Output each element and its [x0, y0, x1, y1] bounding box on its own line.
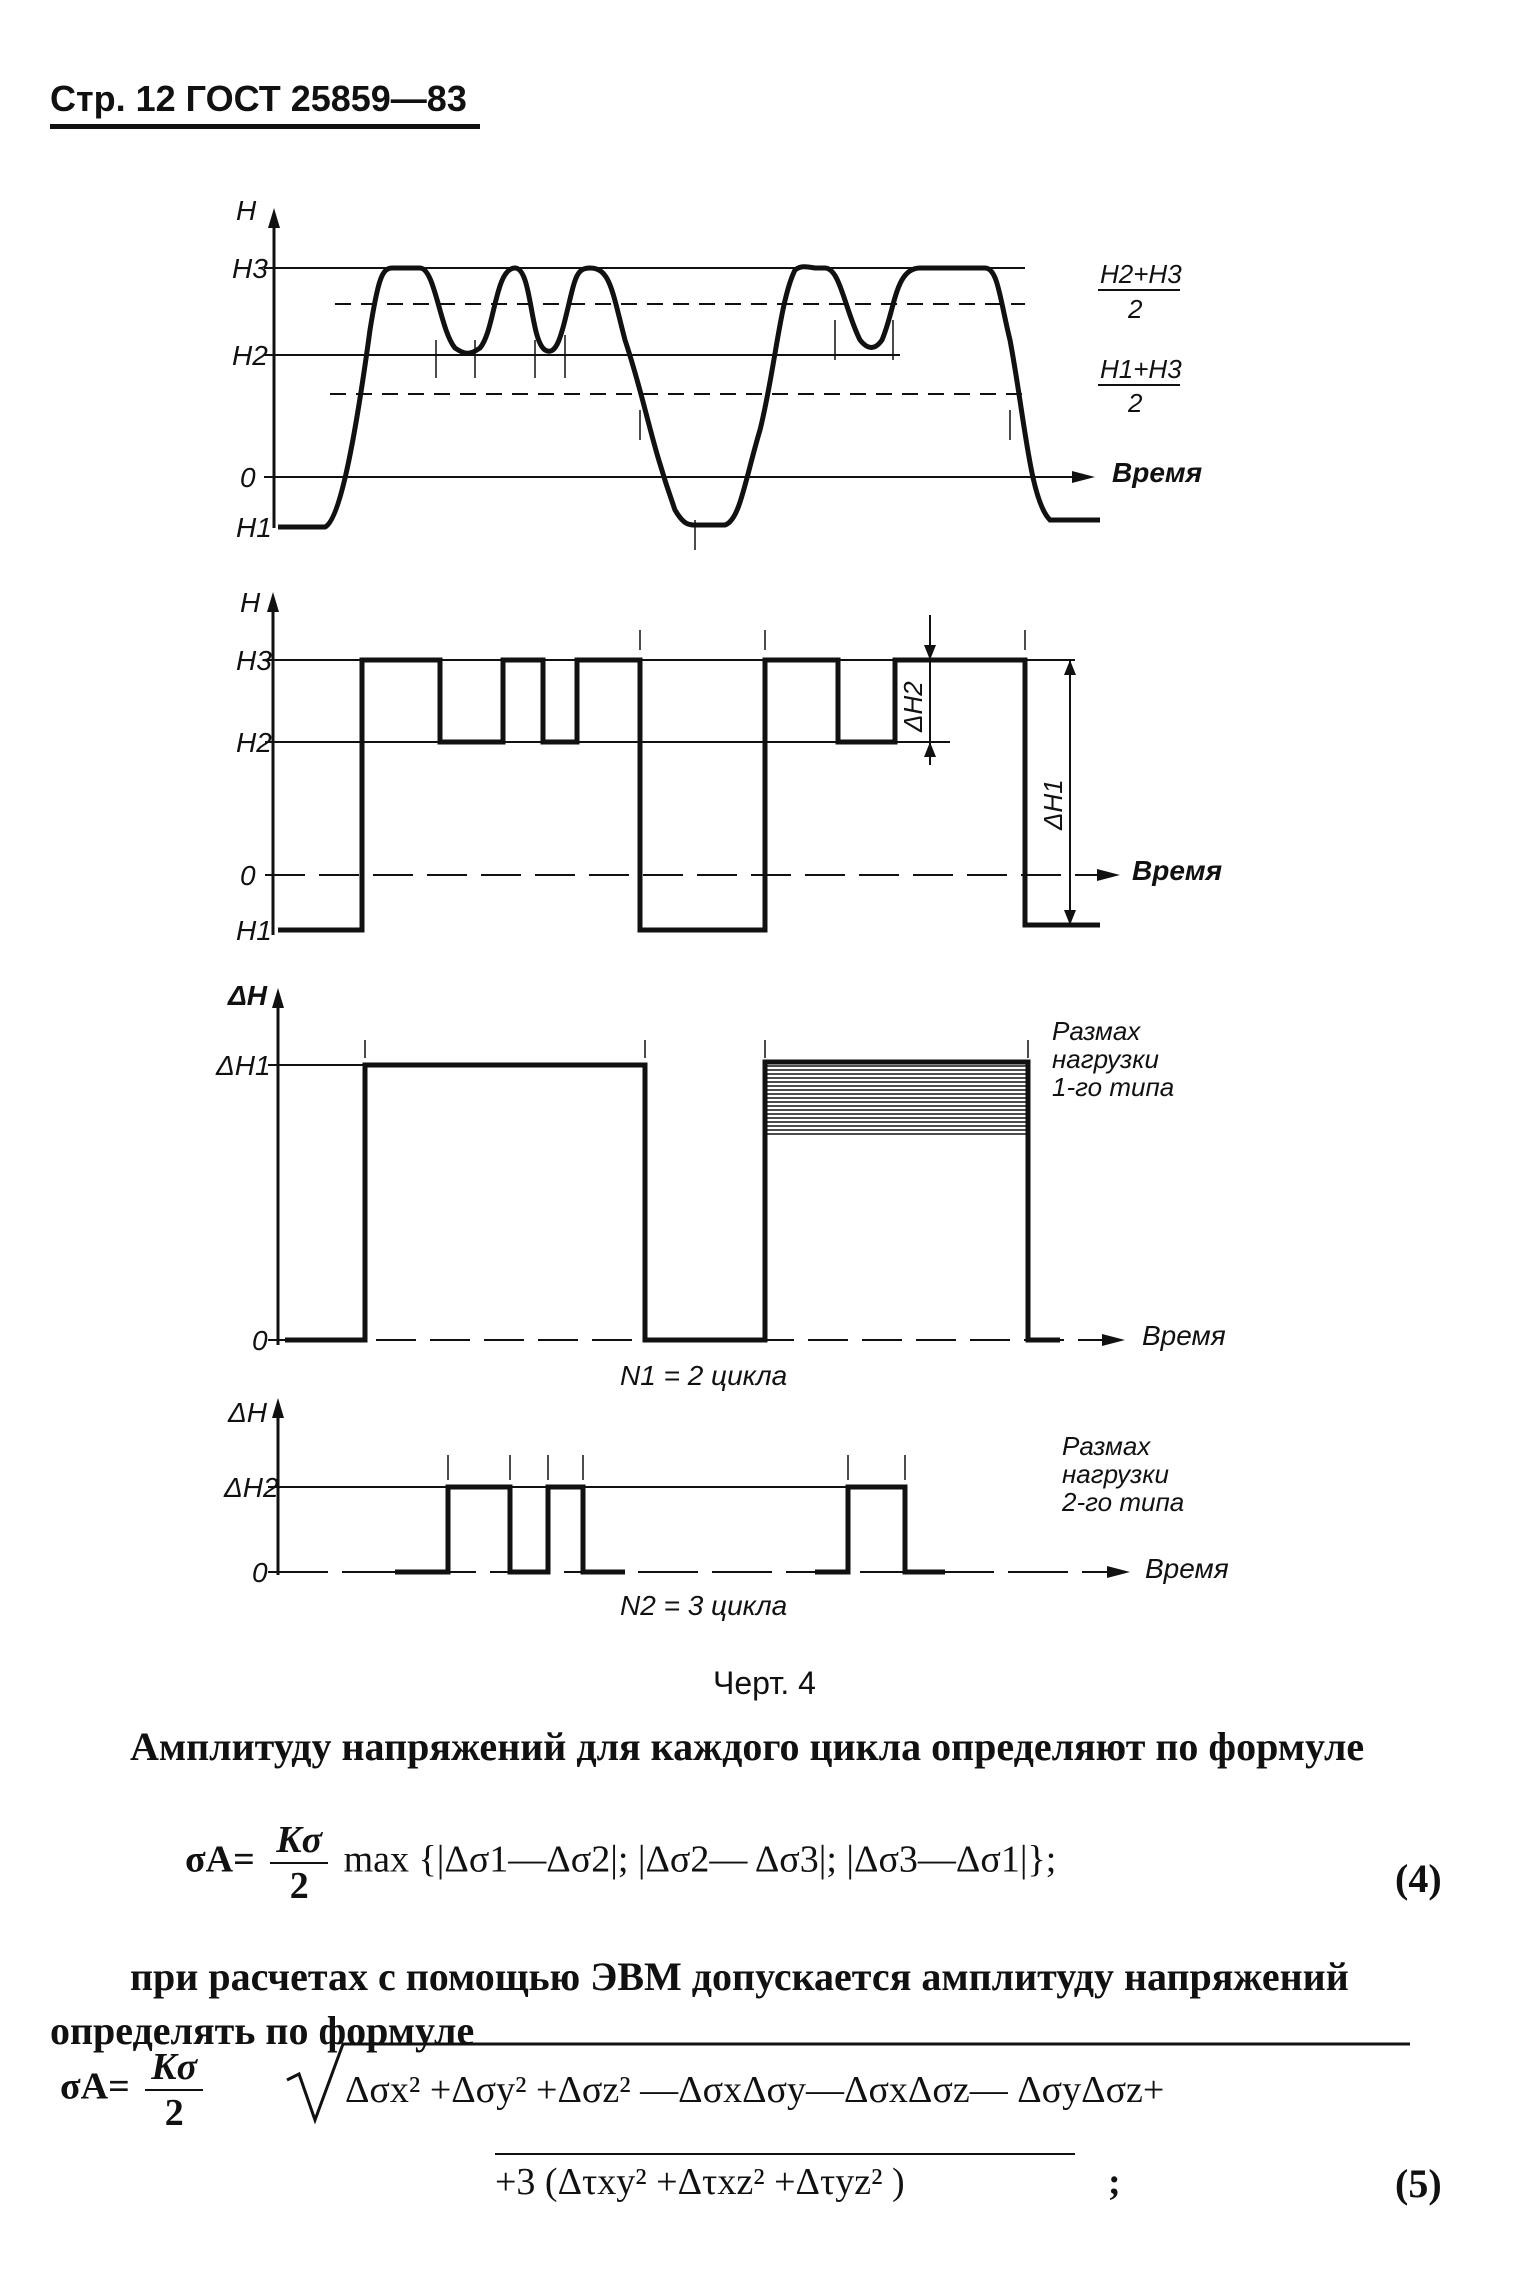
chart-4	[268, 1398, 1130, 1578]
c2-delta-h2-label: ΔH2	[898, 681, 928, 732]
c2-level-h1: H1	[236, 915, 272, 946]
chart-1	[264, 208, 1100, 550]
figure-caption: Черт. 4	[713, 1665, 816, 1701]
c4-level-dh2: ΔH2	[224, 1472, 279, 1503]
c2-level-zero: 0	[240, 860, 256, 891]
formula-4-fraction	[270, 1818, 328, 1908]
c2-level-h3: H3	[236, 645, 272, 676]
paragraph-1-text: Амплитуду напряжений для каждого цикла определяют по формуле	[130, 1724, 1365, 1769]
c1-ratio-top-num: H2+H3	[1100, 259, 1182, 289]
paragraph-1	[50, 1720, 1450, 1774]
paragraph-2-text: при расчетах с помощью ЭВМ допускается амплитуду напряжений определять по формуле	[50, 1954, 1349, 2053]
formula-5-frac-den: 2	[164, 2092, 184, 2134]
formula-5-lhs: σA=	[60, 2065, 130, 2108]
formula-5	[60, 2045, 209, 2135]
page-header: Стр. 12 ГОСТ 25859—83	[50, 78, 467, 119]
c4-note-line2: нагрузки	[1062, 1459, 1170, 1489]
formula-5-number: (5)	[1395, 2161, 1442, 2206]
c1-ratio-bottom-den: 2	[1128, 388, 1143, 418]
c4-time-label: Время	[1145, 1553, 1229, 1584]
c1-level-zero: 0	[240, 462, 256, 493]
c3-note-line2: нагрузки	[1052, 1044, 1160, 1074]
c1-ratio-top-den: 2	[1128, 294, 1143, 324]
c3-count: N1 = 2 цикла	[620, 1360, 788, 1391]
c1-level-h3: H3	[232, 253, 268, 284]
formula-5-line1: Δσx² +Δσy² +Δσz² —ΔσxΔσy—ΔσxΔσz— ΔσyΔσz+	[345, 2069, 1165, 2111]
c2-time-label: Время	[1132, 855, 1223, 886]
c3-y-axis-label: ΔH	[228, 980, 268, 1011]
chart-2	[265, 592, 1120, 935]
formula-4-lhs: σA=	[185, 1838, 255, 1881]
c1-ratio-bottom-num: H1+H3	[1100, 354, 1182, 384]
c1-time-label: Время	[1112, 457, 1203, 488]
formula-4-number: (4)	[1395, 1856, 1442, 1901]
c1-level-h1: H1	[236, 512, 272, 543]
c3-note-line1: Размах	[1052, 1016, 1141, 1046]
c3-time-label: Время	[1142, 1320, 1226, 1351]
formula-4-frac-den: 2	[289, 1865, 309, 1907]
hatching	[765, 1062, 1028, 1134]
c4-note-line1: Размах	[1062, 1431, 1151, 1461]
formula-4	[185, 1818, 1056, 1908]
formula-5-frac-num: Kσ	[145, 2045, 203, 2091]
c4-y-axis-label: ΔH	[228, 1397, 268, 1428]
c3-note-line3: 1-го типа	[1052, 1072, 1175, 1102]
c1-y-axis-label: H	[236, 195, 257, 226]
formula-5-underline	[495, 2153, 1075, 2155]
c2-y-axis-label: H	[240, 587, 261, 618]
c2-level-h2: H2	[236, 727, 272, 758]
formula-4-frac-num: Kσ	[270, 1818, 328, 1864]
formula-5-semicolon: ;	[1108, 2161, 1121, 2203]
c4-count: N2 = 3 цикла	[620, 1590, 788, 1621]
chart-3	[268, 988, 1125, 1346]
c3-level-dh1: ΔH1	[216, 1050, 271, 1081]
c4-zero: 0	[252, 1557, 268, 1588]
c2-delta-h1-label: ΔH1	[1038, 779, 1068, 830]
formula-5-fraction	[145, 2045, 203, 2135]
formula-5-line2: +3 (Δτxy² +Δτxz² +Δτyz² )	[495, 2161, 905, 2203]
c3-zero: 0	[252, 1325, 268, 1356]
c4-note-line3: 2-го типа	[1062, 1487, 1185, 1517]
c1-level-h2: H2	[232, 340, 268, 371]
formula-4-body: max {|Δσ1—Δσ2|; |Δσ2— Δσ3|; |Δσ3—Δσ1|};	[343, 1838, 1057, 1881]
